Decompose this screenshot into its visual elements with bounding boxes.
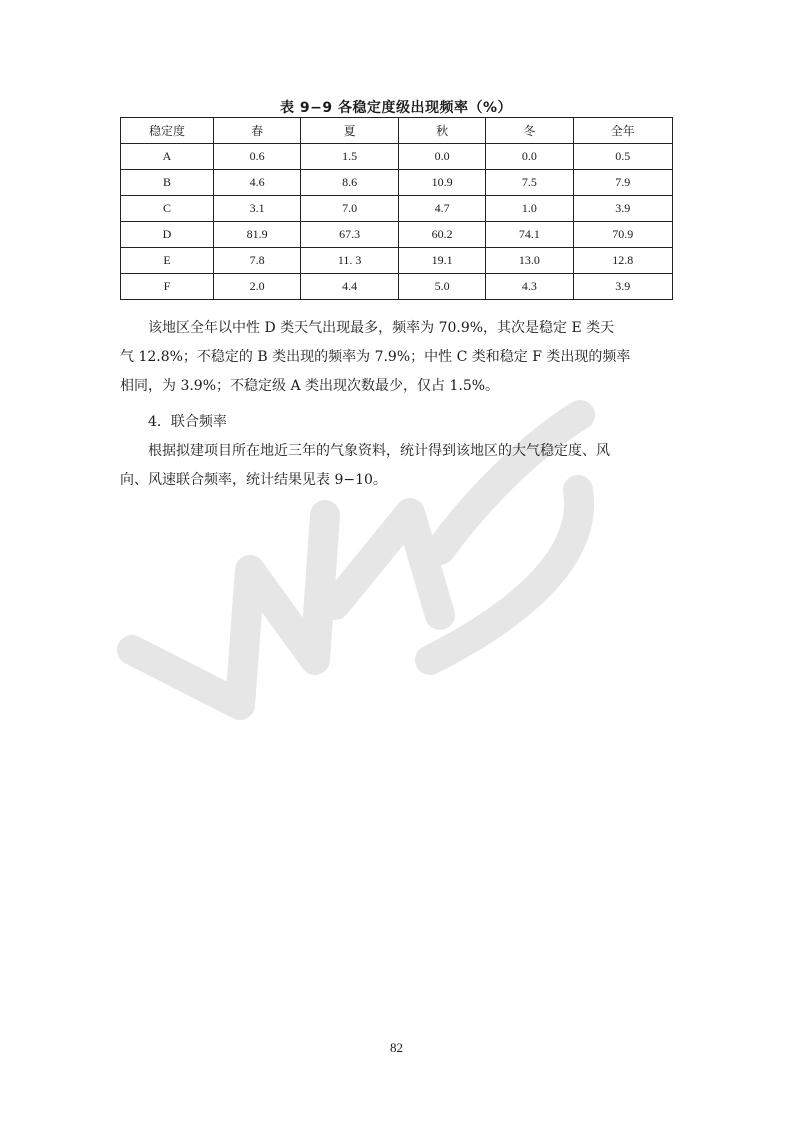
table-row bbox=[121, 222, 673, 248]
table-cell: 0.0 bbox=[398, 144, 485, 170]
table-cell: 3.9 bbox=[573, 196, 672, 222]
table-cell: 7.9 bbox=[573, 170, 672, 196]
table-cell: 4.4 bbox=[301, 274, 399, 300]
stability-frequency-table bbox=[120, 117, 673, 300]
table-cell: B bbox=[121, 170, 214, 196]
table-cell: 3.9 bbox=[573, 274, 672, 300]
table-cell: 1.5 bbox=[301, 144, 399, 170]
table-cell: 4.3 bbox=[486, 274, 573, 300]
table-cell: 0.0 bbox=[486, 144, 573, 170]
table-cell: 0.6 bbox=[214, 144, 301, 170]
table-cell: 11. 3 bbox=[301, 248, 399, 274]
table-cell: 1.0 bbox=[486, 196, 573, 222]
section-heading-text: 4．联合频率 bbox=[148, 414, 227, 430]
table-header-row bbox=[121, 118, 673, 144]
table-cell: F bbox=[121, 274, 214, 300]
section-heading bbox=[120, 408, 673, 437]
table-cell: 2.0 bbox=[214, 274, 301, 300]
table-cell: 60.2 bbox=[398, 222, 485, 248]
table-cell: 7.0 bbox=[301, 196, 399, 222]
table-cell: 0.5 bbox=[573, 144, 672, 170]
column-header-stability: 稳定度 bbox=[121, 118, 214, 144]
table-row bbox=[121, 170, 673, 196]
column-header-summer: 夏 bbox=[301, 118, 399, 144]
column-header-annual: 全年 bbox=[573, 118, 672, 144]
table-cell: E bbox=[121, 248, 214, 274]
table-cell: 4.6 bbox=[214, 170, 301, 196]
column-header-winter: 冬 bbox=[486, 118, 573, 144]
table-cell: 8.6 bbox=[301, 170, 399, 196]
summary-paragraph bbox=[120, 314, 673, 401]
table-cell: 70.9 bbox=[573, 222, 672, 248]
paragraph-line: 相同，为 3.9%；不稳定级 A 类出现次数最少，仅占 1.5%。 bbox=[120, 378, 500, 394]
paragraph-line: 该地区全年以中性 D 类天气出现最多，频率为 70.9%，其次是稳定 E 类天 bbox=[148, 320, 615, 336]
joint-frequency-paragraph bbox=[120, 437, 673, 495]
table-cell: 74.1 bbox=[486, 222, 573, 248]
column-header-spring: 春 bbox=[214, 118, 301, 144]
table-title: 表 9−9 各稳定度级出现频率（%） bbox=[280, 100, 512, 116]
table-cell: C bbox=[121, 196, 214, 222]
paragraph-line: 向、风速联合频率，统计结果见表 9−10。 bbox=[120, 472, 387, 488]
table-cell: 67.3 bbox=[301, 222, 399, 248]
page-number: 82 bbox=[390, 1040, 403, 1055]
table-row bbox=[121, 144, 673, 170]
column-header-autumn: 秋 bbox=[398, 118, 485, 144]
table-cell: 10.9 bbox=[398, 170, 485, 196]
table-cell: 12.8 bbox=[573, 248, 672, 274]
table-cell: D bbox=[121, 222, 214, 248]
table-cell: 81.9 bbox=[214, 222, 301, 248]
table-cell: 19.1 bbox=[398, 248, 485, 274]
table-cell: 3.1 bbox=[214, 196, 301, 222]
table-cell: A bbox=[121, 144, 214, 170]
table-cell: 13.0 bbox=[486, 248, 573, 274]
table-cell: 7.8 bbox=[214, 248, 301, 274]
table-cell: 5.0 bbox=[398, 274, 485, 300]
table-cell: 4.7 bbox=[398, 196, 485, 222]
table-cell: 7.5 bbox=[486, 170, 573, 196]
table-row bbox=[121, 274, 673, 300]
paragraph-line: 根据拟建项目所在地近三年的气象资料，统计得到该地区的大气稳定度、风 bbox=[148, 443, 610, 459]
table-row bbox=[121, 196, 673, 222]
table-row bbox=[121, 248, 673, 274]
paragraph-line: 气 12.8%；不稳定的 B 类出现的频率为 7.9%；中性 C 类和稳定 F 类出现的频率 bbox=[120, 349, 631, 365]
